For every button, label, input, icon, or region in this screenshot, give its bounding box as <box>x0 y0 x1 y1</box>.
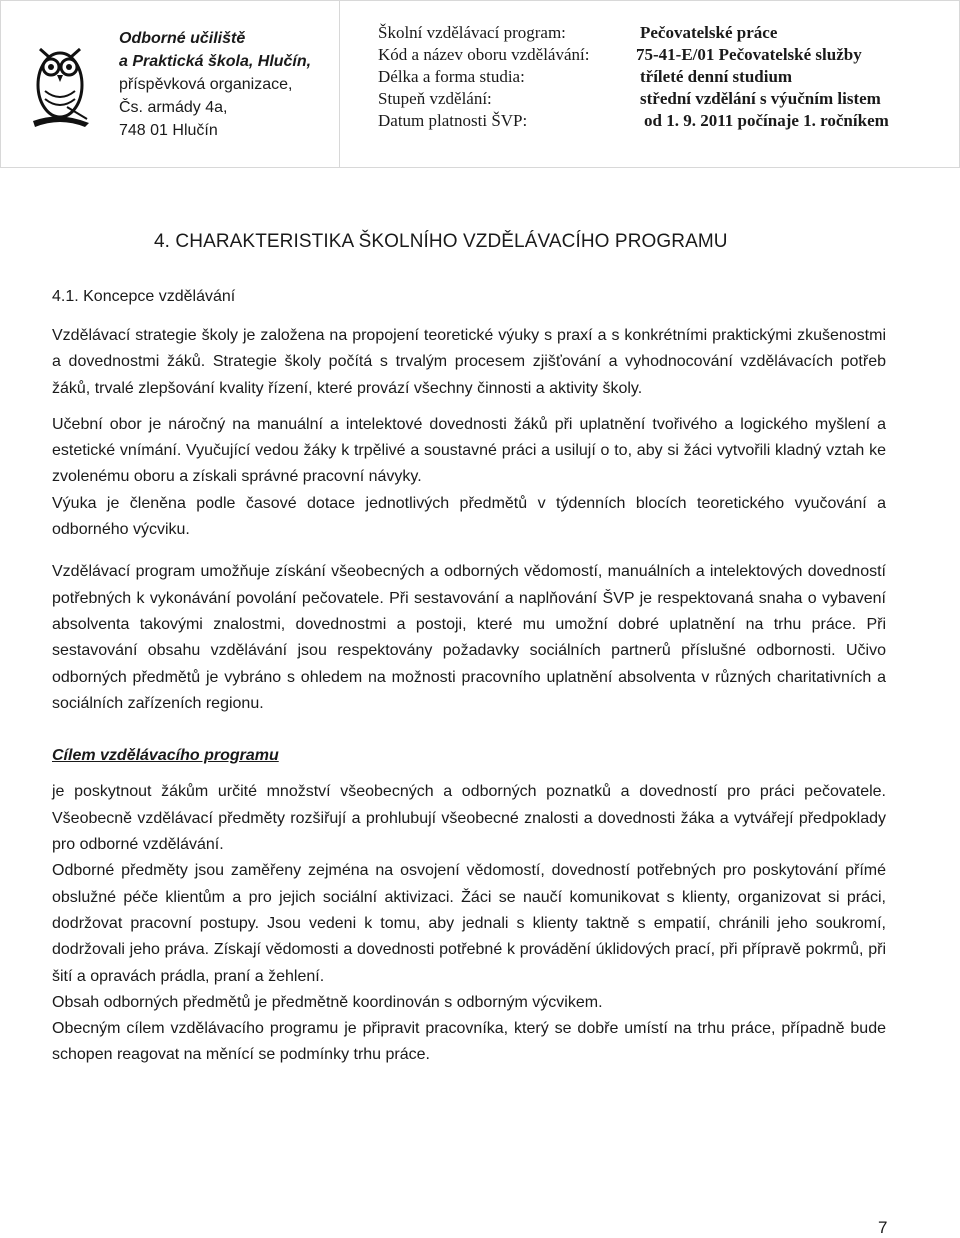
svp-label: Stupeň vzdělání: <box>378 89 492 108</box>
svp-value: Pečovatelské práce <box>640 23 778 42</box>
svp-value: od 1. 9. 2011 počínaje 1. ročníkem <box>644 111 889 130</box>
org-line: 748 01 Hlučín <box>119 122 218 139</box>
section-heading: 4.1. Koncepce vzdělávání <box>52 288 236 305</box>
paragraph: Učební obor je náročný na manuální a intelektové dovednosti žáků při uplatnění tvořivého a logického myšlení a estetické vnímání. Vyučující vedou žáky k trpělivé a soustavné práci a usilují o to, aby si žáci vytvořili kladný vztah ke zvolenému oboru a získali správné pracovní návyky. <box>52 415 886 486</box>
paragraph: Vzdělávací program umožňuje získání všeobecných a odborných vědomostí, manuálních a intelektových dovedností potřebných k vykonávání povolání pečovatele. Při sestavování a naplňování ŠVP je respektovaná snaha o vybavení absolventa takovými znalostmi, dovednostmi a postoji, které mu umožní dobré uplatnění na trhu práce. Při sestavování obsahu vzdělávání jsou respektovány požadavky sociálních partnerů příslušné odbornosti. Učivo odborných předmětů je vybráno s ohledem na možnosti pracovního uplatnění absolventa v různých charitativních a sociálních zařízeních regionu. <box>52 563 886 712</box>
paragraph: Odborné předměty jsou zaměřeny zejména na osvojení vědomostí, dovedností potřebných pro poskytování přímé obslužné péče klientům a pro jejich sociální aktivizaci. Žáci se naučí komunikovat s klienty, organizovat si práci, dodržovat pracovní postupy. Jsou vedeni k tomu, aby jednali s klienty taktně s empatií, chránili jeho soukromí, dodržovali jeho práva. Získají vědomosti a dovednosti potřebné k provádění úklidových prací, při přípravě pokrmů, při šití a opravách prádla, praní a žehlení. <box>52 862 886 985</box>
paragraph: Vzdělávací strategie školy je založena na propojení teoretické výuky s praxí a s konkrétními praktickými zkušenostmi a dovednostmi žáků. Strategie školy počítá s trvalým procesem zjišťování a vyhodnocování vzdělávacích potřeb žáků, trvalé zlepšování kvality řízení, které provází všechny činnosti a aktivity školy. <box>52 327 886 397</box>
svp-label: Datum platnosti ŠVP: <box>378 111 528 130</box>
svp-label: Školní vzdělávací program: <box>378 23 566 42</box>
svp-label: Délka a forma studia: <box>378 67 525 86</box>
org-line: Odborné učiliště <box>119 30 246 47</box>
page-title: 4. CHARAKTERISTIKA ŠKOLNÍHO VZDĚLÁVACÍHO PROGRAMU <box>154 231 728 252</box>
paragraph: Obecným cílem vzdělávacího programu je připravit pracovníka, který se dobře umístí na trhu práce, případně bude schopen reagovat na měnící se podmínky trhu práce. <box>52 1020 886 1064</box>
svp-value: 75-41-E/01 Pečovatelské služby <box>636 45 862 64</box>
goal-heading: Cílem vzdělávacího programu <box>52 747 279 765</box>
svp-value: střední vzdělání s výučním listem <box>640 89 881 108</box>
owl-logo <box>27 41 93 129</box>
paragraph: Výuka je členěna podle časové dotace jednotlivých předmětů v týdenních blocích teoretického vyučování a odborného výcviku. <box>52 494 886 539</box>
page-header <box>0 0 960 168</box>
org-line: Čs. armády 4a, <box>119 99 228 116</box>
org-line: a Praktická škola, Hlučín, <box>119 53 312 70</box>
org-line: příspěvková organizace, <box>119 76 293 93</box>
svp-label: Kód a název oboru vzdělávání: <box>378 45 590 64</box>
paragraph: Obsah odborných předmětů je předmětně koordinován s odborným výcvikem. <box>52 993 603 1011</box>
page-number: 7 <box>878 1218 888 1237</box>
svp-value: tříleté denní studium <box>640 67 793 86</box>
organization-address <box>119 27 311 142</box>
paragraph: je poskytnout žákům určité množství všeobecných a odborných poznatků a dovedností pro práci pečovatele. Všeobecně vzdělávací předměty rozšiřují a prohlubují všeobecné znalosti a dovednosti žáka a vytvářejí předpoklady pro odborné vzdělávání. <box>52 783 886 854</box>
school-info-box <box>0 0 340 168</box>
document-body <box>52 323 886 1069</box>
svp-info-box <box>340 0 960 168</box>
